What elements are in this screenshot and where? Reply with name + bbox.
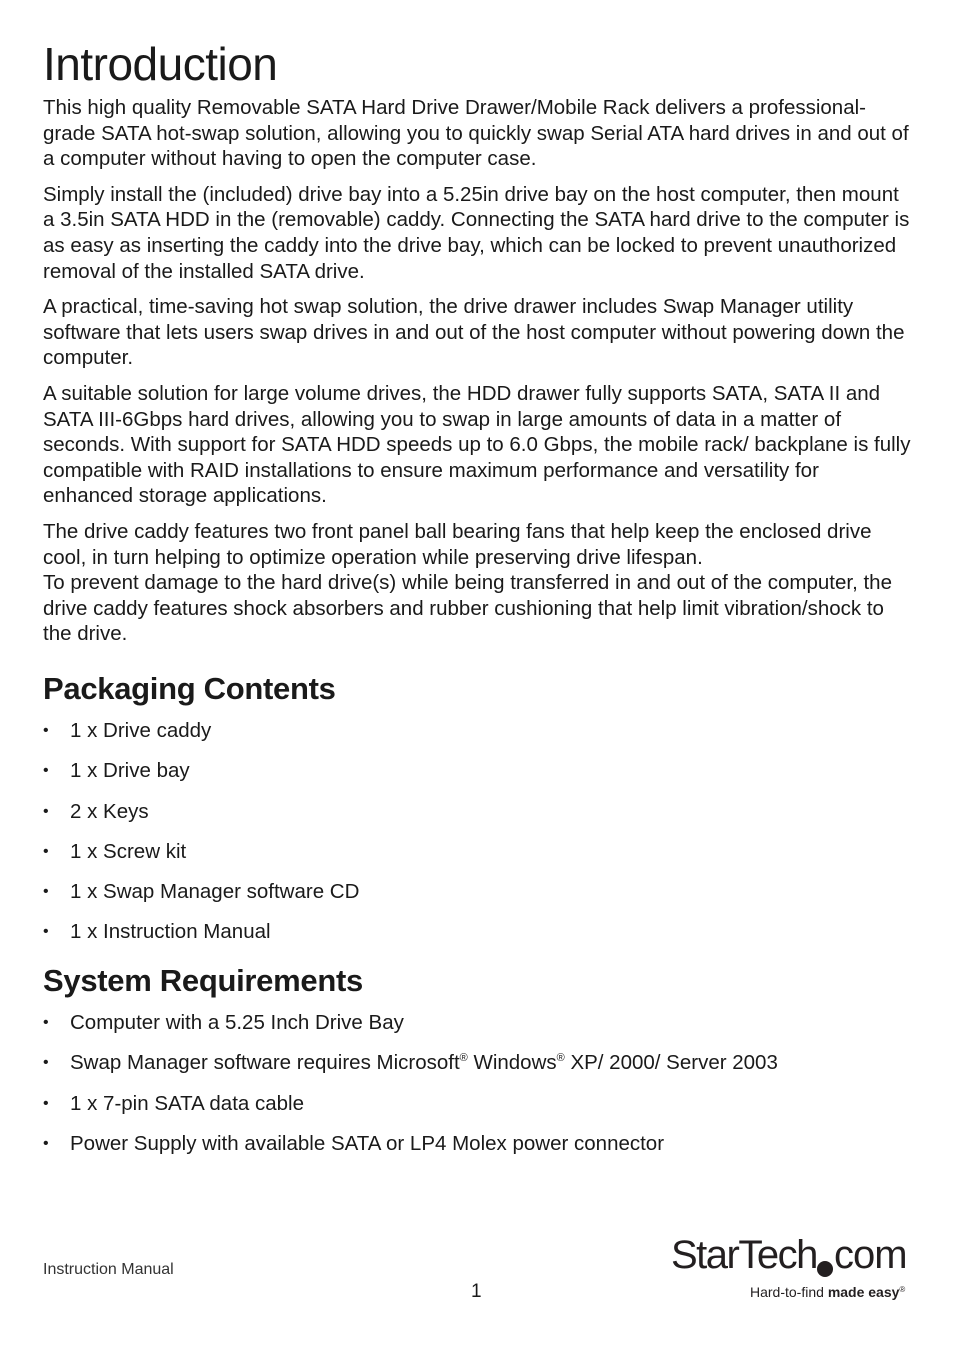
logo-registered-mark: ®	[899, 1285, 906, 1294]
page-title: Introduction	[43, 38, 278, 90]
bullet: •	[43, 802, 49, 820]
intro-paragraph: The drive caddy features two front panel ball bearing fans that help keep the enclosed drive cool, in turn helping to optimize operation while preserving drive lifespan.	[43, 519, 872, 569]
bullet: •	[43, 923, 49, 941]
logo-tagline-regular: Hard-to-find	[750, 1284, 828, 1300]
list-item-text: Swap Manager software requires Microsoft® Windows® XP/ 2000/ Server 2003	[70, 1051, 778, 1075]
list-item-text: 1 x Swap Manager software CD	[70, 880, 360, 904]
list-item	[43, 1008, 913, 1048]
bullet: •	[43, 762, 49, 780]
footer-label: Instruction Manual	[43, 1261, 174, 1278]
list-item	[43, 1048, 913, 1088]
list-item	[43, 837, 913, 877]
list-item-text: 1 x Drive caddy	[70, 719, 212, 742]
list-item	[43, 877, 913, 917]
list-item	[43, 797, 913, 837]
logo-tagline-bold: made easy	[827, 1284, 900, 1300]
bullet: •	[43, 1054, 49, 1072]
list-item-text: 1 x Screw kit	[70, 839, 187, 863]
list-item-text: 1 x 7-pin SATA data cable	[70, 1091, 304, 1115]
bullet: •	[43, 883, 49, 901]
list-item	[43, 716, 913, 756]
list-item-text: 2 x Keys	[70, 799, 149, 823]
logo-brand-left: StarTech	[671, 1233, 817, 1277]
list-item-text: 1 x Drive bay	[70, 759, 190, 783]
list-item-text: 1 x Instruction Manual	[70, 920, 271, 944]
intro-paragraph: A suitable solution for large volume drives, the HDD drawer fully supports SATA, SATA II and SATA III-6Gbps hard drives, allowing you to swap in large amounts of data in a matter of seconds. With support for SATA HDD speeds up to 6.0 Gbps, the mobile rack/ backplane is fully compatible with RAID installations to ensure maximum performance and versatility for enhanced storage applications.	[43, 381, 911, 508]
packaging-heading: Packaging Contents	[43, 671, 336, 706]
packaging-list	[43, 716, 913, 958]
logo-brand-right: com	[834, 1233, 907, 1277]
list-item	[43, 1089, 913, 1129]
list-item	[43, 1129, 913, 1169]
list-item	[43, 917, 913, 957]
logo-tagline	[750, 1284, 905, 1300]
introduction-body	[43, 95, 911, 657]
bullet: •	[43, 1094, 49, 1112]
intro-paragraph: This high quality Removable SATA Hard Drive Drawer/Mobile Rack delivers a professional-grade SATA hot-swap solution, allowing you to quickly swap Serial ATA hard drives in and out of a computer without having to open the computer case.	[43, 96, 909, 171]
requirements-list	[43, 1008, 913, 1169]
intro-paragraph: A practical, time-saving hot swap solution, the drive drawer includes Swap Manager utility software that lets users swap drives in and out of the host computer without powering down the computer.	[43, 295, 905, 370]
list-item	[43, 756, 913, 796]
page-number: 1	[471, 1281, 482, 1302]
intro-paragraph: To prevent damage to the hard drive(s) while being transferred in and out of the computer, the drive caddy features shock absorbers and rubber cushioning that help limit vibration/shock to the drive.	[43, 571, 892, 646]
intro-paragraph: Simply install the (included) drive bay into a 5.25in drive bay on the host computer, then mount a 3.5in SATA HDD in the (removable) caddy. Connecting the SATA hard drive to the computer is as easy as inserting the caddy into the drive bay, which can be locked to prevent unauthorized removal of the installed SATA drive.	[43, 182, 910, 283]
bullet: •	[43, 842, 49, 860]
bullet: •	[43, 722, 49, 739]
list-item-text: Computer with a 5.25 Inch Drive Bay	[70, 1011, 404, 1034]
bullet: •	[43, 1134, 49, 1152]
bullet: •	[43, 1014, 49, 1031]
logo-dot-icon	[817, 1261, 833, 1277]
requirements-heading: System Requirements	[43, 963, 363, 998]
startech-logo	[670, 1230, 912, 1305]
list-item-text: Power Supply with available SATA or LP4 Molex power connector	[70, 1131, 665, 1155]
